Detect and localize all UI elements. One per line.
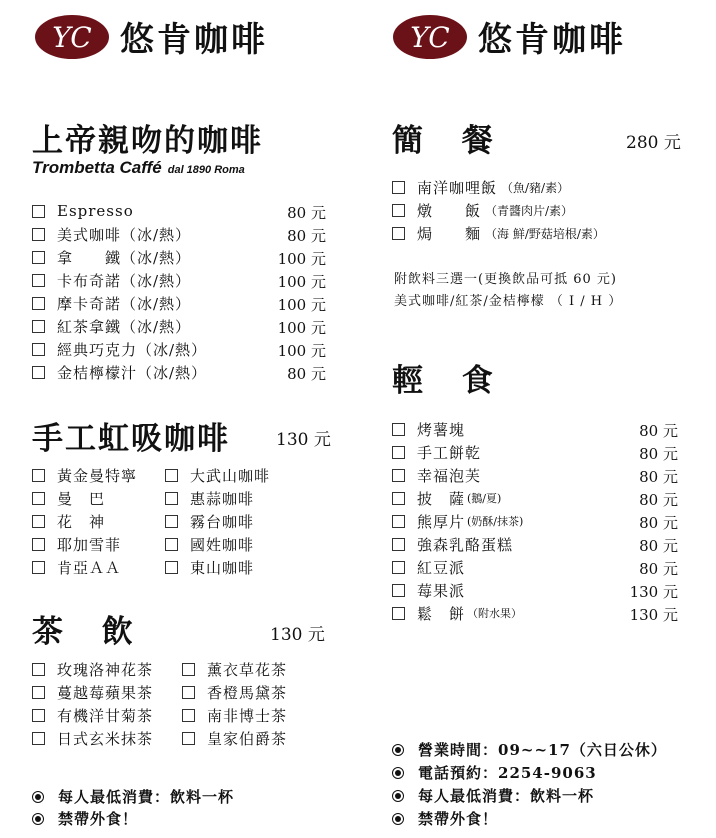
item-price: 100 元 xyxy=(277,250,326,268)
item-label: 國姓咖啡 xyxy=(190,535,255,554)
checkbox[interactable] xyxy=(32,515,45,528)
tea-item[interactable] xyxy=(182,727,287,749)
item-price: 80 元 xyxy=(287,227,326,245)
item-label: 鬆 餅 xyxy=(417,604,466,623)
checkbox[interactable] xyxy=(32,492,45,505)
checkbox[interactable] xyxy=(392,515,405,528)
item-label: 曼 巴 xyxy=(57,489,106,508)
checkbox[interactable] xyxy=(32,538,45,551)
item-price: 130 元 xyxy=(629,583,678,601)
coffee-item[interactable] xyxy=(32,315,191,337)
item-label: 黃金曼特寧 xyxy=(57,466,138,485)
siphon-item[interactable] xyxy=(32,533,121,555)
item-price: 80 元 xyxy=(639,514,678,532)
meal-item[interactable] xyxy=(392,176,569,198)
checkbox[interactable] xyxy=(392,204,405,217)
coffee-section-title: 上帝親吻的咖啡 xyxy=(32,123,263,159)
siphon-item[interactable] xyxy=(32,510,105,532)
left-notice-min-spend: 每人最低消費：飲料一杯 xyxy=(32,786,234,807)
item-label: 蔓越莓蘋果茶 xyxy=(57,683,154,702)
item-label: 卡布奇諾（冰/熱） xyxy=(57,271,192,290)
item-label: 披 薩 xyxy=(417,489,466,508)
coffee-item[interactable] xyxy=(32,338,207,360)
bullet-icon xyxy=(392,744,404,756)
left-notice-no-outside-food: 禁帶外食！ xyxy=(32,808,138,829)
siphon-price: 130 元 xyxy=(276,430,331,450)
tea-price: 130 元 xyxy=(270,625,325,645)
snack-item[interactable] xyxy=(392,556,465,578)
item-label: 熊厚片 xyxy=(417,512,466,531)
tea-item[interactable] xyxy=(182,658,287,680)
item-label: 烤薯塊 xyxy=(417,420,466,439)
item-price: 80 元 xyxy=(639,468,678,486)
item-price: 80 元 xyxy=(639,422,678,440)
meals-section-title: 簡 餐 xyxy=(392,123,507,159)
item-label: 拿 鐵（冰/熱） xyxy=(57,248,192,267)
brand-logo-left xyxy=(34,12,268,61)
item-label: 幸福泡芙 xyxy=(417,466,482,485)
item-price: 80 元 xyxy=(639,537,678,555)
item-label: 金桔檸檬汁（冰/熱） xyxy=(57,363,208,382)
item-label: 薰衣草花茶 xyxy=(207,660,288,679)
meal-item[interactable] xyxy=(392,222,605,244)
checkbox[interactable] xyxy=(392,607,405,620)
coffee-item[interactable] xyxy=(32,246,191,268)
checkbox[interactable] xyxy=(165,492,178,505)
tea-item[interactable] xyxy=(32,658,153,680)
snack-item[interactable] xyxy=(392,510,523,532)
siphon-item[interactable] xyxy=(32,556,121,578)
checkbox[interactable] xyxy=(32,561,45,574)
checkbox[interactable] xyxy=(182,732,195,745)
item-price: 80 元 xyxy=(287,204,326,222)
item-note: (奶酥/抹茶) xyxy=(467,515,524,528)
item-label: 大武山咖啡 xyxy=(190,466,271,485)
checkbox[interactable] xyxy=(165,469,178,482)
checkbox[interactable] xyxy=(165,561,178,574)
yc-logo-icon xyxy=(34,14,110,60)
svg-text:YC: YC xyxy=(410,20,450,54)
coffee-subtitle: Trombetta Caffé dal 1890 Roma xyxy=(32,158,245,177)
siphon-item[interactable] xyxy=(165,487,254,509)
item-label: 莓果派 xyxy=(417,581,466,600)
item-price: 80 元 xyxy=(639,560,678,578)
coffee-item[interactable] xyxy=(32,269,191,291)
bullet-icon xyxy=(392,790,404,802)
svg-text:YC: YC xyxy=(52,20,92,54)
brand-name: 悠肯咖啡 xyxy=(120,20,268,60)
checkbox[interactable] xyxy=(32,366,45,379)
tea-item[interactable] xyxy=(182,704,287,726)
brand-logo-right xyxy=(392,12,626,61)
item-label: 霧台咖啡 xyxy=(190,512,255,531)
item-price: 80 元 xyxy=(287,365,326,383)
item-label: 惠蒜咖啡 xyxy=(190,489,255,508)
checkbox[interactable] xyxy=(32,205,45,218)
tea-item[interactable] xyxy=(32,704,153,726)
item-label: 耶加雪菲 xyxy=(57,535,122,554)
checkbox[interactable] xyxy=(182,709,195,722)
item-price: 100 元 xyxy=(277,273,326,291)
tea-item[interactable] xyxy=(32,681,153,703)
tea-section-title: 茶 飲 xyxy=(32,614,147,650)
item-label: Espresso xyxy=(57,202,134,220)
right-notice: 每人最低消費：飲料一杯 xyxy=(392,785,594,806)
coffee-item[interactable] xyxy=(32,223,191,245)
checkbox[interactable] xyxy=(392,181,405,194)
item-label: 肯亞ＡＡ xyxy=(57,558,122,577)
snack-item[interactable] xyxy=(392,418,465,440)
item-label: 紅豆派 xyxy=(417,558,466,577)
item-label: 紅茶拿鐵（冰/熱） xyxy=(57,317,192,336)
checkbox[interactable] xyxy=(32,228,45,241)
drink-options: 美式咖啡/紅茶/金桔檸檬 （ I / H ） xyxy=(394,294,623,309)
siphon-item[interactable] xyxy=(165,533,254,555)
coffee-item[interactable] xyxy=(32,361,207,383)
snack-item[interactable] xyxy=(392,441,481,463)
snack-item[interactable] xyxy=(392,464,481,486)
checkbox[interactable] xyxy=(32,274,45,287)
checkbox[interactable] xyxy=(392,227,405,240)
item-price: 130 元 xyxy=(629,606,678,624)
siphon-item[interactable] xyxy=(165,556,254,578)
item-note: （海 鮮/野菇培根/素） xyxy=(485,226,605,241)
item-label: 有機洋甘菊茶 xyxy=(57,706,154,725)
item-label: 美式咖啡（冰/熱） xyxy=(57,225,192,244)
bullet-icon xyxy=(32,813,44,825)
item-price: 80 元 xyxy=(639,445,678,463)
item-price: 100 元 xyxy=(277,342,326,360)
item-note: (鵝/夏) xyxy=(467,492,502,505)
item-label: 手工餅乾 xyxy=(417,443,482,462)
bullet-icon xyxy=(32,791,44,803)
coffee-item[interactable] xyxy=(32,200,134,222)
checkbox[interactable] xyxy=(182,686,195,699)
checkbox[interactable] xyxy=(32,686,45,699)
item-label: 花 神 xyxy=(57,512,106,531)
siphon-item[interactable] xyxy=(165,510,254,532)
item-label: 摩卡奇諾（冰/熱） xyxy=(57,294,192,313)
right-notice: 營業時間：09~~17（六日公休） xyxy=(392,739,667,760)
checkbox[interactable] xyxy=(182,663,195,676)
snacks-section-title: 輕 食 xyxy=(392,363,507,399)
checkbox[interactable] xyxy=(392,584,405,597)
item-price: 80 元 xyxy=(639,491,678,509)
checkbox[interactable] xyxy=(32,343,45,356)
item-label: 日式玄米抹茶 xyxy=(57,729,154,748)
snack-item[interactable] xyxy=(392,602,522,624)
item-label: 焗 麵 xyxy=(417,224,482,243)
checkbox[interactable] xyxy=(165,515,178,528)
checkbox[interactable] xyxy=(392,469,405,482)
siphon-item[interactable] xyxy=(32,487,105,509)
item-label: 皇家伯爵茶 xyxy=(207,729,288,748)
checkbox[interactable] xyxy=(32,663,45,676)
item-label: 南洋咖哩飯 xyxy=(417,178,498,197)
checkbox[interactable] xyxy=(392,538,405,551)
checkbox[interactable] xyxy=(392,446,405,459)
bullet-icon xyxy=(392,767,404,779)
item-note: （附水果） xyxy=(467,607,523,620)
drink-note: 附飲料三選一(更換飲品可抵 60 元) xyxy=(394,272,617,287)
checkbox[interactable] xyxy=(32,320,45,333)
item-price: 100 元 xyxy=(277,296,326,314)
meals-price: 280 元 xyxy=(626,133,681,153)
checkbox[interactable] xyxy=(392,561,405,574)
right-notice: 電話預約：2254-9063 xyxy=(392,762,597,783)
item-label: 經典巧克力（冰/熱） xyxy=(57,340,208,359)
brand-name: 悠肯咖啡 xyxy=(478,20,626,60)
item-note: （青醬肉片/素） xyxy=(485,203,574,218)
right-notice: 禁帶外食！ xyxy=(392,808,498,829)
siphon-section-title: 手工虹吸咖啡 xyxy=(32,421,230,457)
item-note: （魚/豬/素） xyxy=(501,180,570,195)
siphon-item[interactable] xyxy=(32,464,137,486)
coffee-item[interactable] xyxy=(32,292,191,314)
snack-item[interactable] xyxy=(392,579,465,601)
checkbox[interactable] xyxy=(392,492,405,505)
checkbox[interactable] xyxy=(32,732,45,745)
siphon-item[interactable] xyxy=(165,464,270,486)
item-label: 燉 飯 xyxy=(417,201,482,220)
checkbox[interactable] xyxy=(392,423,405,436)
item-label: 玫瑰洛神花茶 xyxy=(57,660,154,679)
checkbox[interactable] xyxy=(32,469,45,482)
tea-item[interactable] xyxy=(182,681,287,703)
tea-item[interactable] xyxy=(32,727,153,749)
yc-logo-icon xyxy=(392,14,468,60)
item-label: 東山咖啡 xyxy=(190,558,255,577)
item-label: 香橙馬黛茶 xyxy=(207,683,288,702)
bullet-icon xyxy=(392,813,404,825)
meal-item[interactable] xyxy=(392,199,573,221)
item-price: 100 元 xyxy=(277,319,326,337)
item-label: 強森乳酪蛋糕 xyxy=(417,535,514,554)
snack-item[interactable] xyxy=(392,533,513,555)
checkbox[interactable] xyxy=(165,538,178,551)
checkbox[interactable] xyxy=(32,709,45,722)
checkbox[interactable] xyxy=(32,251,45,264)
item-label: 南非博士茶 xyxy=(207,706,288,725)
checkbox[interactable] xyxy=(32,297,45,310)
snack-item[interactable] xyxy=(392,487,501,509)
